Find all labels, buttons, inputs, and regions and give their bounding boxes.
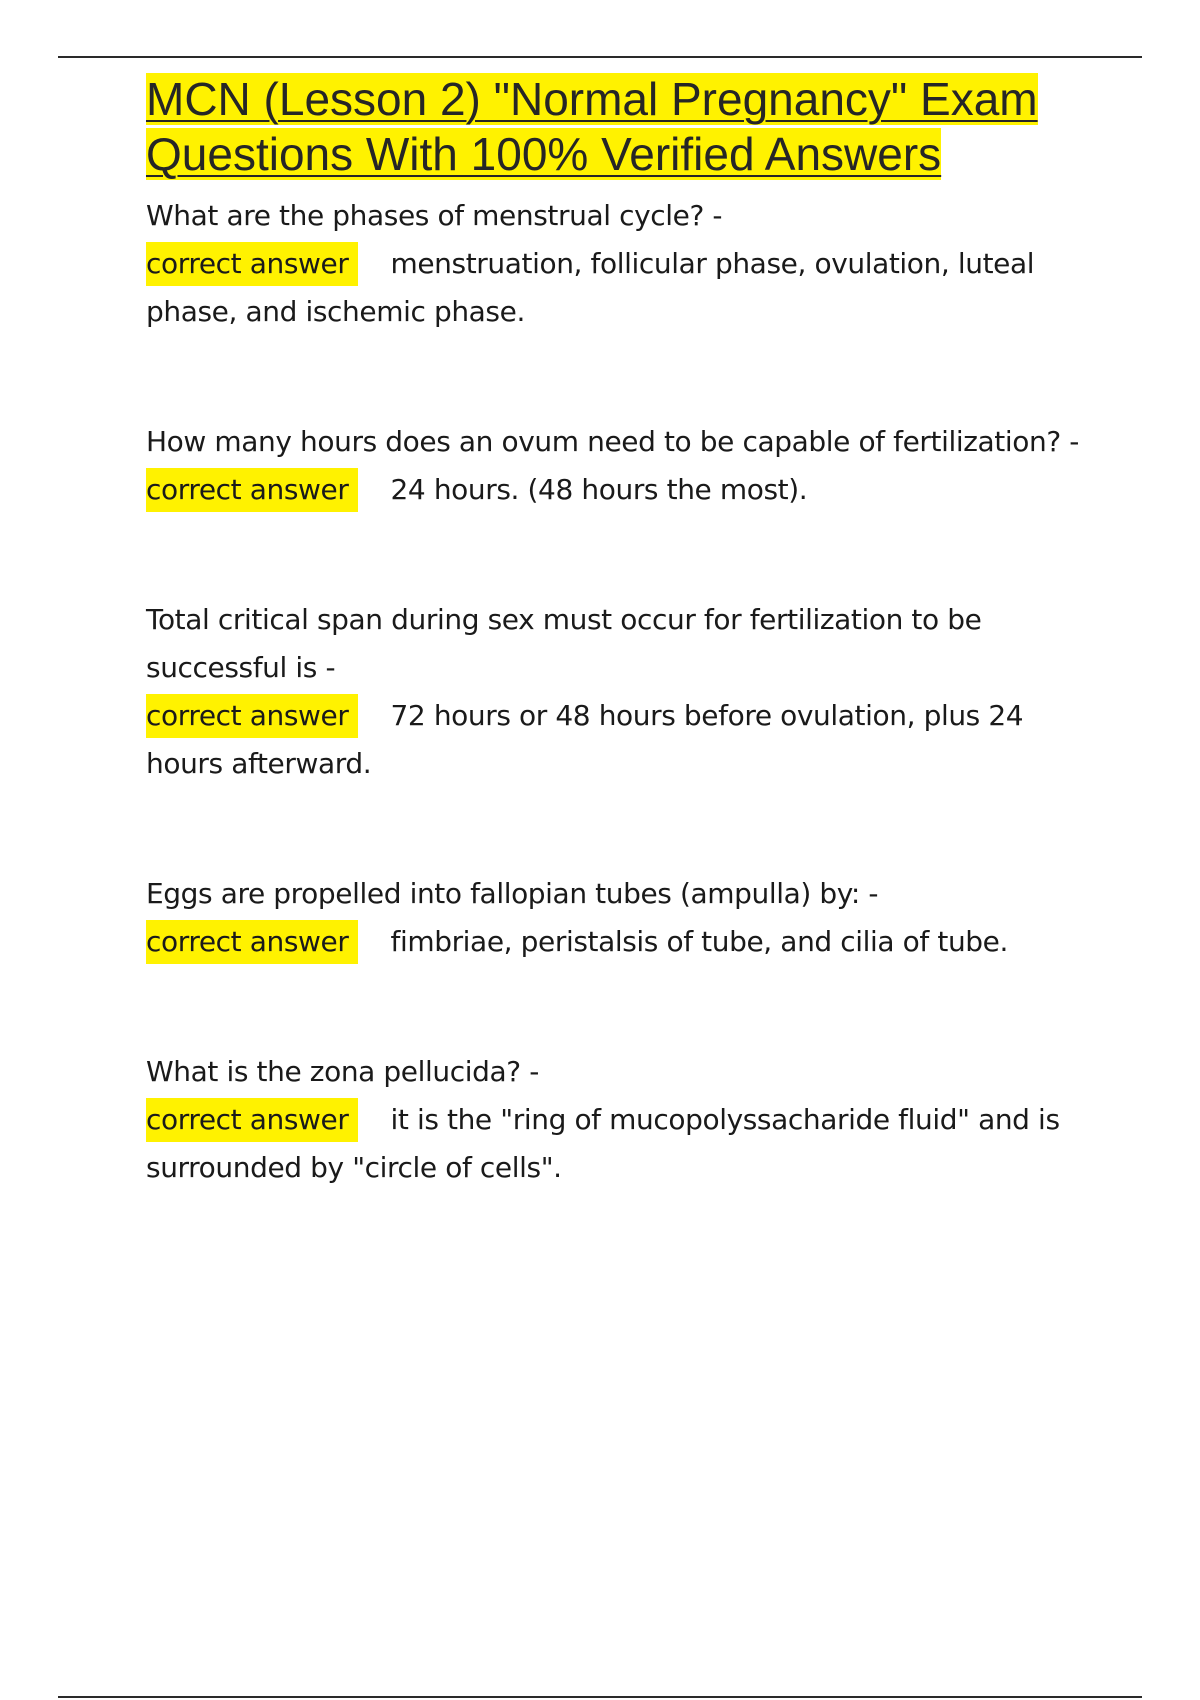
- correct-answer-label: correct answer: [146, 920, 358, 964]
- correct-answer-label: correct answer: [146, 242, 358, 286]
- qa-item: [146, 596, 1106, 788]
- qa-item: [146, 870, 1106, 966]
- answer-text: 72 hours or 48 hours before ovulation, plus 24 hours afterward.: [146, 699, 1024, 780]
- answer-text: 24 hours. (48 hours the most).: [390, 473, 808, 506]
- qa-item: [146, 418, 1106, 514]
- question-text: Total critical span during sex must occur for fertilization to be successful is -: [146, 603, 982, 684]
- qa-item: [146, 192, 1106, 336]
- top-rule: [58, 56, 1142, 58]
- qa-item: [146, 1048, 1106, 1192]
- answer-line: [146, 466, 1106, 514]
- answer-line: [146, 918, 1106, 966]
- document-title: [146, 72, 1106, 182]
- question-text: How many hours does an ovum need to be capable of fertilization? -: [146, 425, 1080, 458]
- question-text: Eggs are propelled into fallopian tubes (ampulla) by: -: [146, 877, 879, 910]
- correct-answer-label: correct answer: [146, 468, 358, 512]
- answer-line: [146, 692, 1106, 788]
- bottom-rule: [58, 1696, 1142, 1698]
- document-title-text: MCN (Lesson 2) "Normal Pregnancy" Exam Questions With 100% Verified Answers: [146, 73, 1038, 180]
- correct-answer-label: correct answer: [146, 1098, 358, 1142]
- question-text: What is the zona pellucida? -: [146, 1055, 539, 1088]
- correct-answer-label: correct answer: [146, 694, 358, 738]
- answer-line: [146, 240, 1106, 336]
- answer-text: menstruation, follicular phase, ovulation, luteal phase, and ischemic phase.: [146, 247, 1035, 328]
- question-text: What are the phases of menstrual cycle? -: [146, 199, 723, 232]
- document-page: [146, 72, 1106, 1192]
- answer-text: fimbriae, peristalsis of tube, and cilia of tube.: [390, 925, 1008, 958]
- answer-line: [146, 1096, 1106, 1192]
- answer-text: it is the "ring of mucopolyssacharide fluid" and is surrounded by "circle of cells".: [146, 1103, 1060, 1184]
